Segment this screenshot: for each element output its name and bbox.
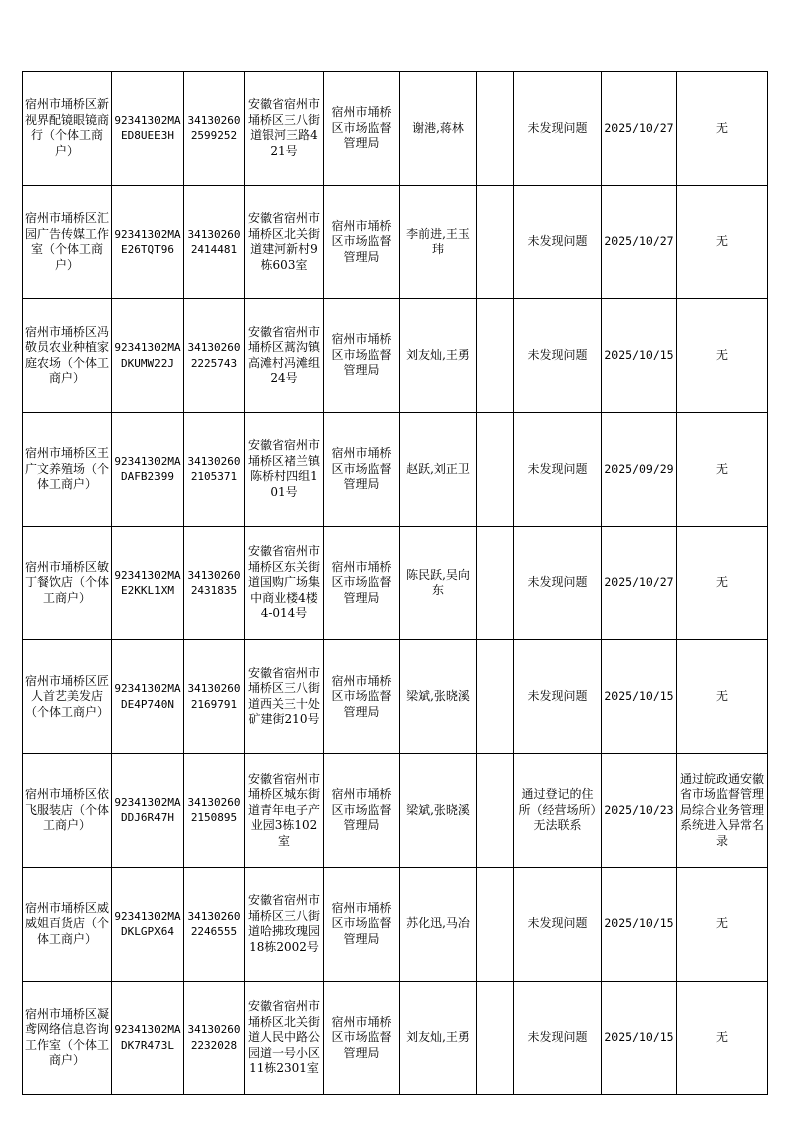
blank-cell — [477, 640, 514, 754]
date-cell: 2025/10/15 — [602, 640, 677, 754]
handling-cell: 无 — [677, 640, 768, 754]
address-cell: 安徽省宿州市埇桥区三八街道哈拂玫瑰园18栋2002号 — [245, 867, 324, 981]
table-row — [23, 981, 768, 1095]
authority-cell: 宿州市埇桥区市场监督管理局 — [324, 867, 400, 981]
blank-cell — [477, 526, 514, 640]
address-cell: 安徽省宿州市埇桥区城东街道青年电子产业园3栋102室 — [245, 754, 324, 868]
result-cell: 未发现问题 — [514, 72, 602, 186]
registration-number-cell: 341302602232028 — [184, 981, 245, 1095]
table-row — [23, 413, 768, 527]
registration-number-cell: 341302602150895 — [184, 754, 245, 868]
handling-cell: 无 — [677, 867, 768, 981]
credit-code-cell: 92341302MAE26TQT96 — [112, 185, 184, 299]
handling-cell: 无 — [677, 299, 768, 413]
blank-cell — [477, 185, 514, 299]
credit-code-cell: 92341302MAED8UEE3H — [112, 72, 184, 186]
result-cell: 未发现问题 — [514, 413, 602, 527]
address-cell: 安徽省宿州市埇桥区三八街道西关三十处矿建街210号 — [245, 640, 324, 754]
result-cell: 通过登记的住所（经营场所）无法联系 — [514, 754, 602, 868]
handling-cell: 无 — [677, 413, 768, 527]
inspection-results-table — [22, 71, 768, 1095]
date-cell: 2025/10/27 — [602, 185, 677, 299]
credit-code-cell: 92341302MADK7R473L — [112, 981, 184, 1095]
business-name-cell: 宿州市埇桥区依飞服装店（个体工商户） — [23, 754, 112, 868]
blank-cell — [477, 867, 514, 981]
date-cell: 2025/09/29 — [602, 413, 677, 527]
business-name-cell: 宿州市埇桥区威威姐百货店（个体工商户） — [23, 867, 112, 981]
registration-number-cell: 341302602431835 — [184, 526, 245, 640]
authority-cell: 宿州市埇桥区市场监督管理局 — [324, 640, 400, 754]
inspectors-cell: 梁斌,张晓溪 — [400, 754, 477, 868]
table-row — [23, 185, 768, 299]
business-name-cell: 宿州市埇桥区匠人首艺美发店（个体工商户） — [23, 640, 112, 754]
table-row — [23, 72, 768, 186]
credit-code-cell: 92341302MAE2KKL1XM — [112, 526, 184, 640]
business-name-cell: 宿州市埇桥区王广文养殖场（个体工商户） — [23, 413, 112, 527]
table-body — [23, 72, 768, 1095]
registration-number-cell: 341302602105371 — [184, 413, 245, 527]
date-cell: 2025/10/27 — [602, 72, 677, 186]
blank-cell — [477, 981, 514, 1095]
handling-cell: 无 — [677, 72, 768, 186]
date-cell: 2025/10/27 — [602, 526, 677, 640]
inspectors-cell: 赵跃,刘正卫 — [400, 413, 477, 527]
address-cell: 安徽省宿州市埇桥区东关街道国购广场集中商业楼4楼4-014号 — [245, 526, 324, 640]
authority-cell: 宿州市埇桥区市场监督管理局 — [324, 72, 400, 186]
credit-code-cell: 92341302MADAFB2399 — [112, 413, 184, 527]
blank-cell — [477, 72, 514, 186]
inspectors-cell: 刘友灿,王勇 — [400, 981, 477, 1095]
table-row — [23, 754, 768, 868]
result-cell: 未发现问题 — [514, 185, 602, 299]
authority-cell: 宿州市埇桥区市场监督管理局 — [324, 754, 400, 868]
handling-cell: 无 — [677, 185, 768, 299]
registration-number-cell: 341302602169791 — [184, 640, 245, 754]
table-row — [23, 640, 768, 754]
inspectors-cell: 梁斌,张晓溪 — [400, 640, 477, 754]
table-row — [23, 299, 768, 413]
blank-cell — [477, 754, 514, 868]
address-cell: 安徽省宿州市埇桥区褚兰镇陈桥村四组101号 — [245, 413, 324, 527]
date-cell: 2025/10/15 — [602, 981, 677, 1095]
address-cell: 安徽省宿州市埇桥区三八街道银河三路421号 — [245, 72, 324, 186]
credit-code-cell: 92341302MADKLGPX64 — [112, 867, 184, 981]
registration-number-cell: 341302602599252 — [184, 72, 245, 186]
address-cell: 安徽省宿州市埇桥区北关街道建河新村9栋603室 — [245, 185, 324, 299]
inspectors-cell: 谢港,蒋林 — [400, 72, 477, 186]
credit-code-cell: 92341302MADDJ6R47H — [112, 754, 184, 868]
result-cell: 未发现问题 — [514, 640, 602, 754]
authority-cell: 宿州市埇桥区市场监督管理局 — [324, 185, 400, 299]
table-row — [23, 526, 768, 640]
business-name-cell: 宿州市埇桥区敏丁餐饮店（个体工商户） — [23, 526, 112, 640]
business-name-cell: 宿州市埇桥区冯敬员农业种植家庭农场（个体工商户） — [23, 299, 112, 413]
result-cell: 未发现问题 — [514, 981, 602, 1095]
authority-cell: 宿州市埇桥区市场监督管理局 — [324, 413, 400, 527]
business-name-cell: 宿州市埇桥区新视界配镜眼镜商行（个体工商户） — [23, 72, 112, 186]
inspectors-cell: 李前进,王玉玮 — [400, 185, 477, 299]
registration-number-cell: 341302602225743 — [184, 299, 245, 413]
authority-cell: 宿州市埇桥区市场监督管理局 — [324, 981, 400, 1095]
business-name-cell: 宿州市埇桥区汇园广告传媒工作室（个体工商户） — [23, 185, 112, 299]
table-row — [23, 867, 768, 981]
handling-cell: 通过皖政通安徽省市场监督管理局综合业务管理系统进入异常名录 — [677, 754, 768, 868]
registration-number-cell: 341302602414481 — [184, 185, 245, 299]
business-name-cell: 宿州市埇桥区凝鸢网络信息咨询工作室（个体工商户） — [23, 981, 112, 1095]
blank-cell — [477, 299, 514, 413]
handling-cell: 无 — [677, 981, 768, 1095]
registration-number-cell: 341302602246555 — [184, 867, 245, 981]
inspectors-cell: 苏化迅,马冶 — [400, 867, 477, 981]
date-cell: 2025/10/23 — [602, 754, 677, 868]
credit-code-cell: 92341302MADKUMW22J — [112, 299, 184, 413]
result-cell: 未发现问题 — [514, 867, 602, 981]
result-cell: 未发现问题 — [514, 299, 602, 413]
date-cell: 2025/10/15 — [602, 299, 677, 413]
handling-cell: 无 — [677, 526, 768, 640]
authority-cell: 宿州市埇桥区市场监督管理局 — [324, 526, 400, 640]
inspectors-cell: 陈民跃,吴向东 — [400, 526, 477, 640]
blank-cell — [477, 413, 514, 527]
address-cell: 安徽省宿州市埇桥区北关街道人民中路公园道一号小区11栋2301室 — [245, 981, 324, 1095]
result-cell: 未发现问题 — [514, 526, 602, 640]
credit-code-cell: 92341302MADE4P740N — [112, 640, 184, 754]
address-cell: 安徽省宿州市埇桥区蒿沟镇高滩村冯滩组24号 — [245, 299, 324, 413]
date-cell: 2025/10/15 — [602, 867, 677, 981]
inspectors-cell: 刘友灿,王勇 — [400, 299, 477, 413]
authority-cell: 宿州市埇桥区市场监督管理局 — [324, 299, 400, 413]
